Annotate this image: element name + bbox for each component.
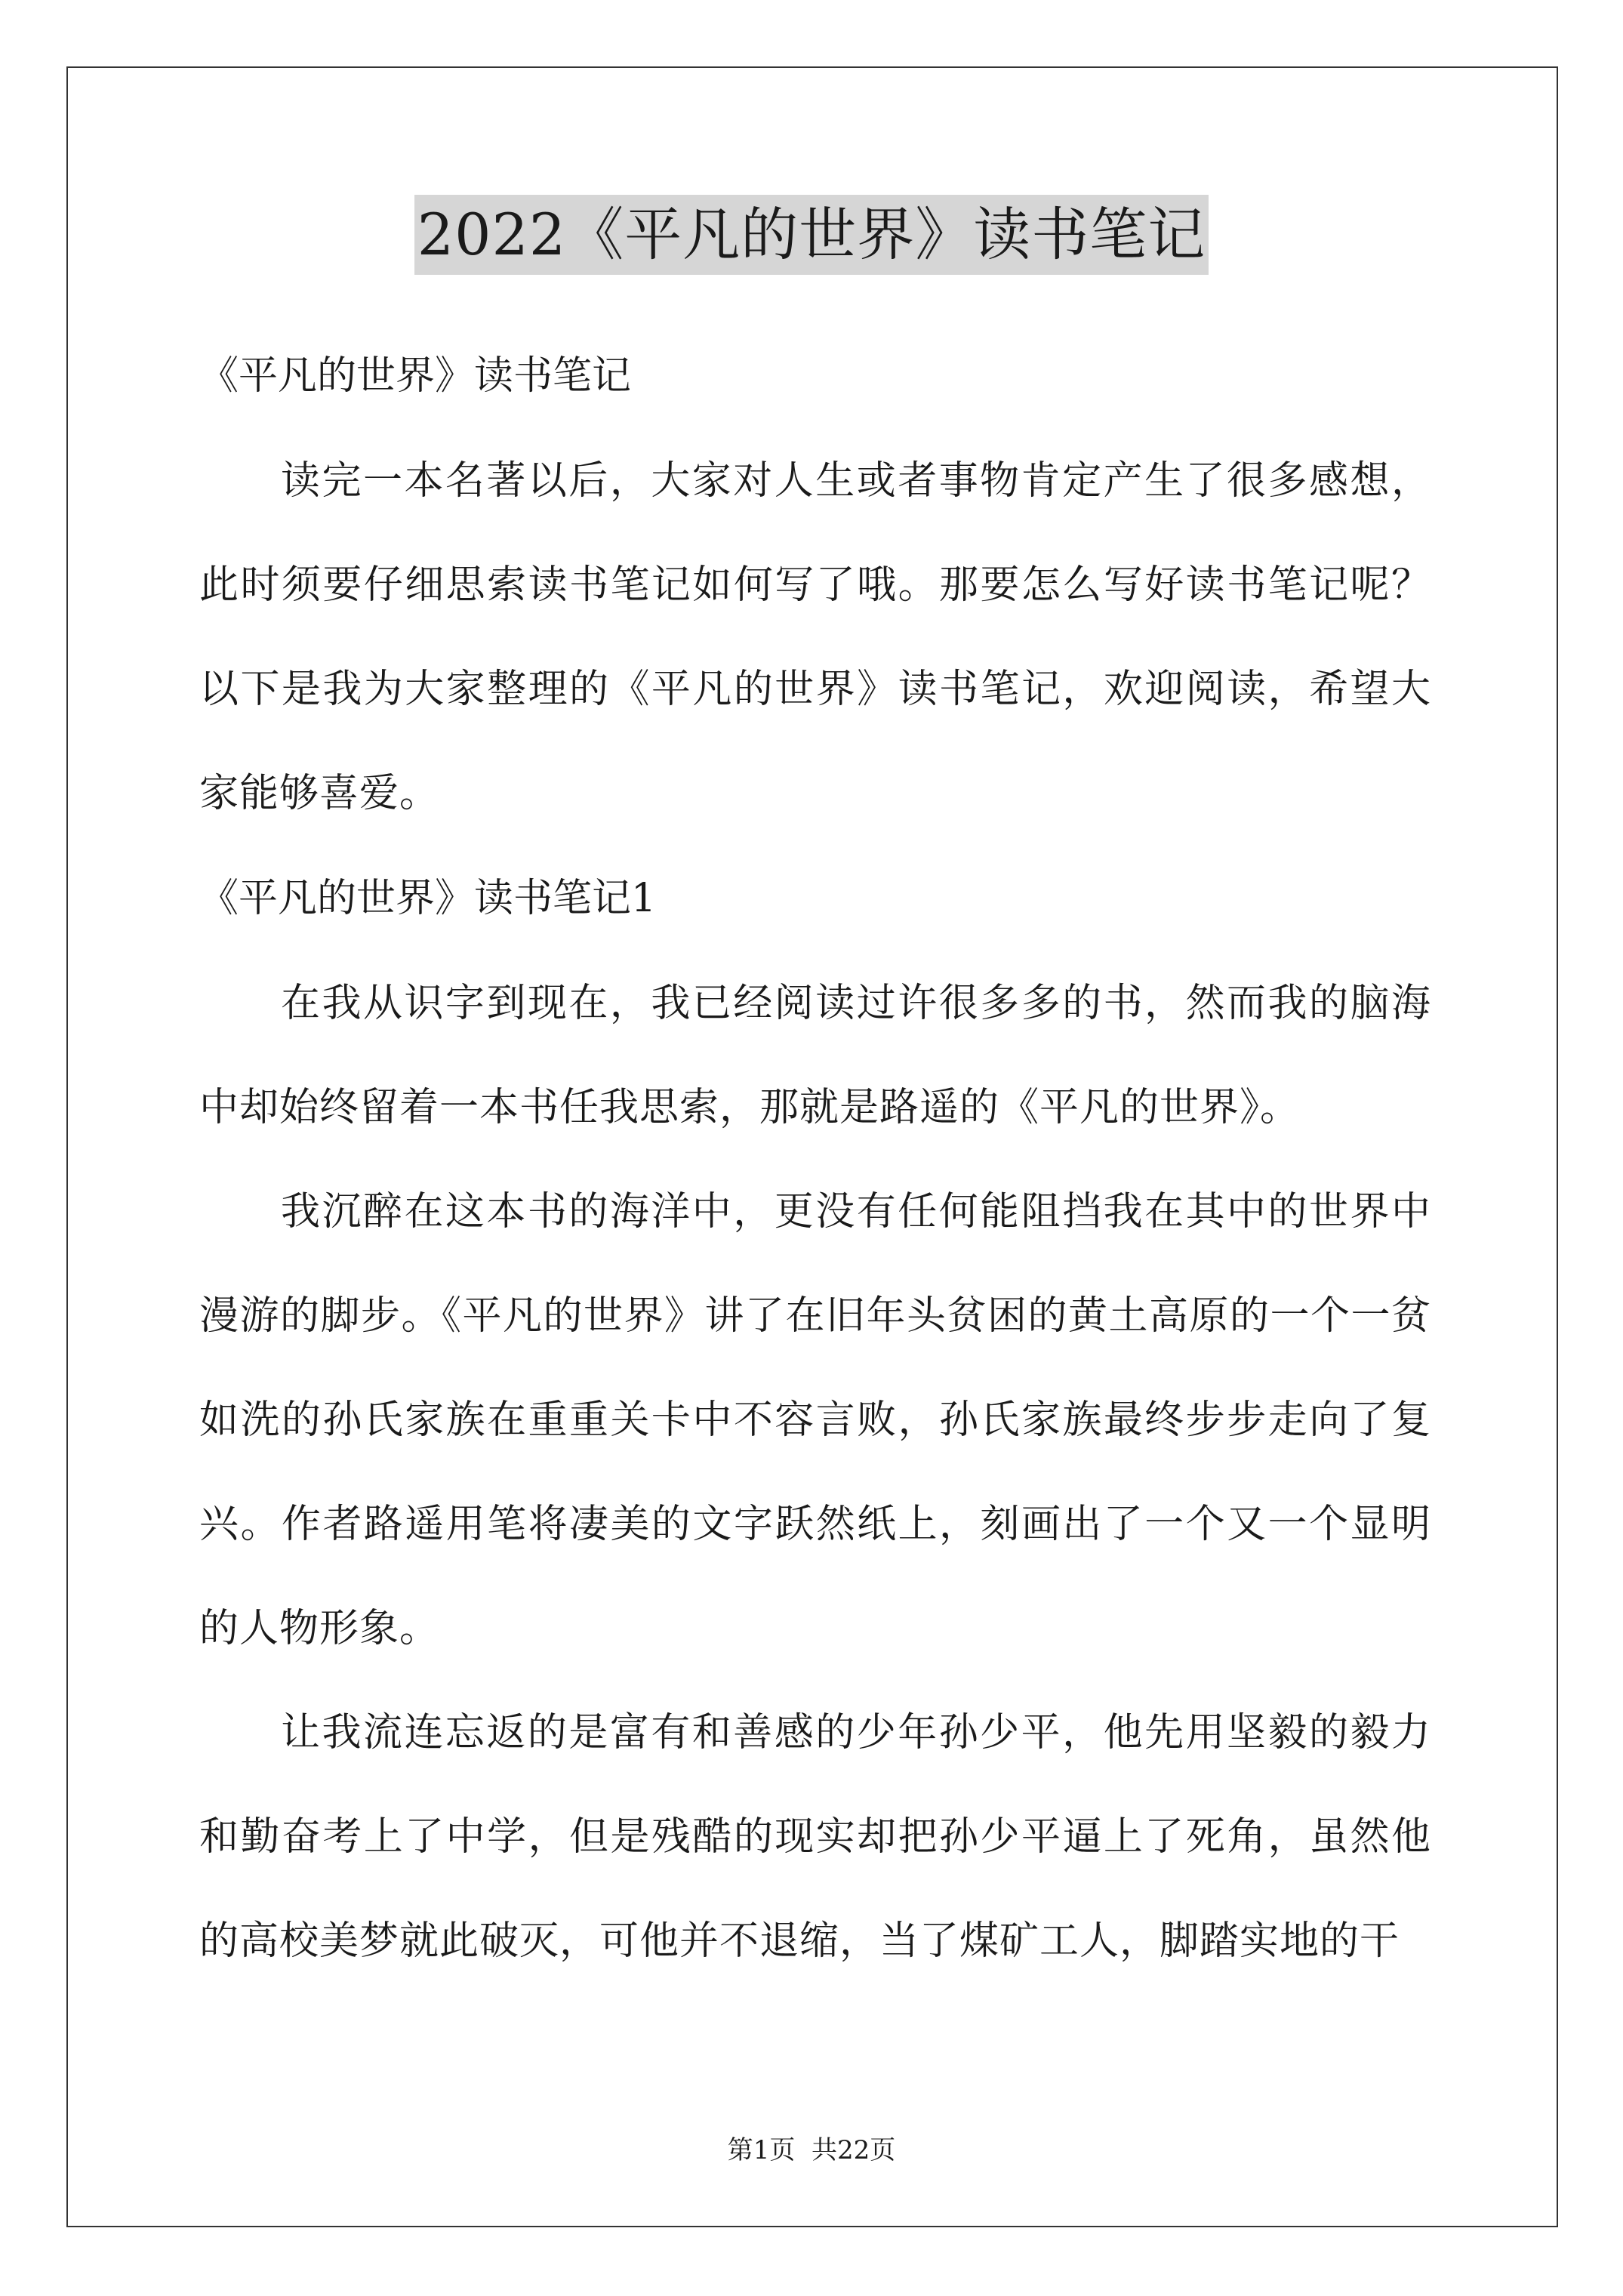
body-paragraph: 让我流连忘返的是富有和善感的少年孙少平，他先用坚毅的毅力和勤奋考上了中学，但是残酷的现实却把孙少平逼上了死角，虽然他的高校美梦就此破灭，可他并不退缩，当了煤矿工人，脚踏实地的干 — [199, 1710, 1431, 1964]
page-footer: 第1页 共22页 — [727, 2135, 896, 2165]
body-paragraph: 我沉醉在这本书的海洋中，更没有任何能阻挡我在其中的世界中漫游的脚步。《平凡的世界》讲了在旧年头贫困的黄土高原的一个一贫如洗的孙氏家族在重重关卡中不容言败，孙氏家族最终步步走向了复兴。作者路遥用笔将凄美的文字跃然纸上，刻画出了一个又一个显明的人物形象。 — [199, 1189, 1431, 1651]
document-title: 2022《平凡的世界》读书笔记 — [414, 195, 1209, 275]
document-body — [199, 323, 1431, 1993]
title-container — [0, 195, 1623, 275]
body-paragraph: 在我从识字到现在，我已经阅读过许很多多的书，然而我的脑海中却始终留着一本书任我思索，那就是路遥的《平凡的世界》。 — [199, 981, 1431, 1130]
intro-heading: 《平凡的世界》读书笔记 — [199, 353, 632, 399]
section-heading: 《平凡的世界》读书笔记1 — [199, 876, 657, 921]
intro-paragraph: 读完一本名著以后，大家对人生或者事物肯定产生了很多感想，此时须要仔细思索读书笔记如何写了哦。那要怎么写好读书笔记呢？以下是我为大家整理的《平凡的世界》读书笔记，欢迎阅读，希望大家能够喜爱。 — [199, 458, 1431, 816]
